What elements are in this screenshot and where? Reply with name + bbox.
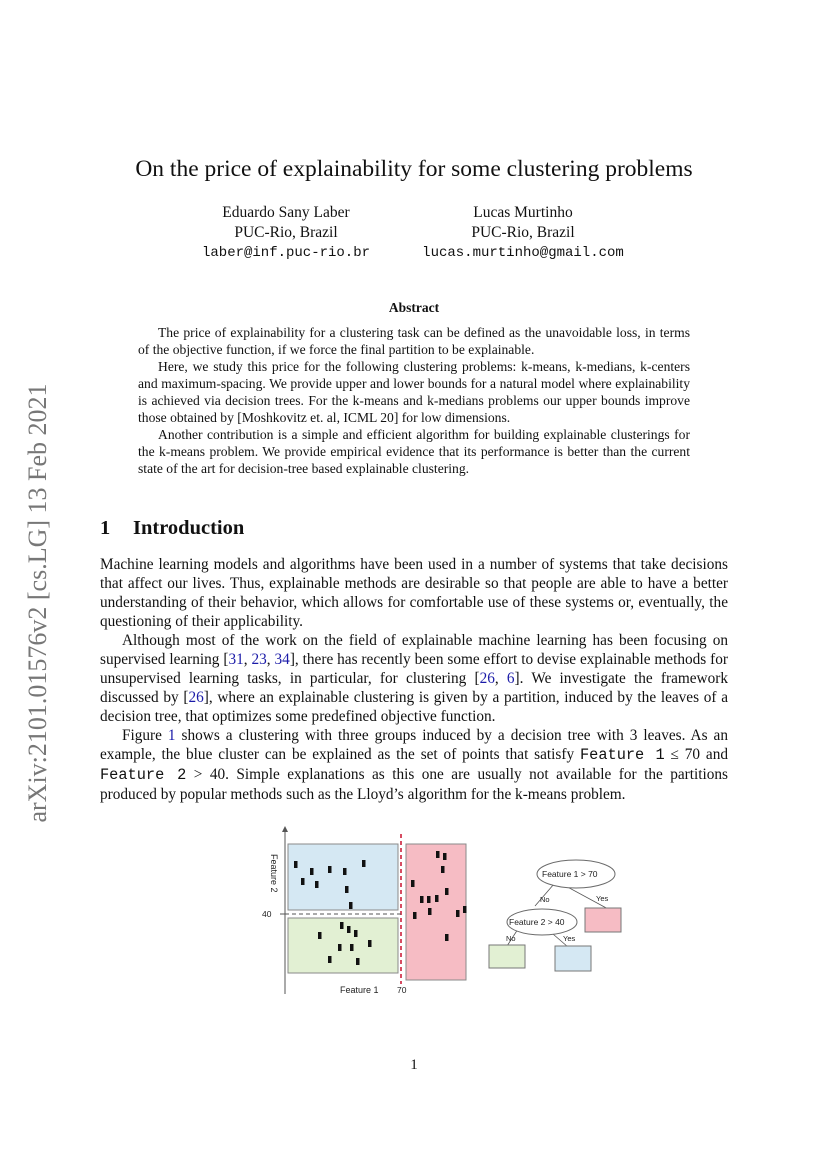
data-point (436, 851, 440, 858)
data-point (428, 908, 432, 915)
text-run: ], there has recently been some effort to devise explainable methods for unsupervised learning tasks, in particular, for clustering [ (100, 651, 728, 687)
code-text: Feature 1 (579, 746, 665, 764)
data-point (411, 880, 415, 887)
author-affiliation: PUC-Rio, Brazil (234, 224, 338, 241)
citation-link[interactable]: 6 (506, 670, 515, 687)
author-name: Lucas Murtinho (473, 204, 573, 221)
data-point (318, 932, 322, 939)
text-run: > 40. Simple explanations as this one are usually not available for the partitions produced by popular methods such as the Lloyd’s algorithm for the k-means problem. (100, 766, 728, 803)
data-point (349, 902, 353, 909)
author-email[interactable]: lucas.murtinho@gmail.com (422, 245, 624, 261)
data-point (354, 930, 358, 937)
section-title: Introduction (133, 517, 245, 539)
arxiv-side-stamp: arXiv:2101.01576v2 [cs.LG] 13 Feb 2021 (23, 383, 52, 823)
text-run: ], where an explainable clustering is given by a partition, induced by the leaves of a decision tree, that optimizes some predefined objective function. (100, 689, 728, 725)
abstract-paragraph: The price of explainability for a clustering task can be defined as the unavoidable loss, in terms of the objective function, if we force the final partition to be explainable. (138, 325, 690, 357)
blue-cluster-region (288, 844, 398, 910)
data-point (328, 866, 332, 873)
data-point (347, 926, 351, 933)
author-affiliation: PUC-Rio, Brazil (471, 224, 575, 241)
page-number: 1 (410, 1057, 418, 1073)
y-axis-label: Feature 2 (269, 854, 279, 893)
y-axis-arrow (282, 826, 288, 832)
text-run: Although most of the work on the field of explainable machine learning has been focusing on supervised learning [ (100, 632, 728, 668)
section-number: 1 (100, 517, 111, 539)
section-heading (100, 517, 244, 540)
code-text: Feature 2 (100, 766, 187, 784)
author-block (408, 203, 638, 263)
data-point (294, 861, 298, 868)
citation-link[interactable]: 34 (274, 651, 290, 668)
data-point (427, 896, 431, 903)
data-point (340, 922, 344, 929)
data-point (368, 940, 372, 947)
intro-paragraph: Although most of the work on the field of explainable machine learning has been focusing on supervised learning [31, 23, 34], there has recently been some effort to devise explainable methods for unsupervised learning tasks, in particular, for clustering [26, 6]. We investigate the framework discussed by [26], where an explainable clustering is given by a partition, induced by the leaves of a decision tree, that optimizes some predefined objective function. (100, 632, 728, 725)
text-run: Figure (122, 727, 168, 744)
data-point (362, 860, 366, 867)
citation-link[interactable]: 26 (479, 670, 495, 687)
data-point (350, 944, 354, 951)
inner-node-label: Feature 2 > 40 (509, 917, 565, 927)
edge-label-yes: Yes (596, 894, 609, 903)
data-point (301, 878, 305, 885)
root-node-label: Feature 1 > 70 (542, 869, 598, 879)
data-point (413, 912, 417, 919)
data-point (441, 866, 445, 873)
data-point (456, 910, 460, 917)
data-point (463, 906, 467, 913)
abstract-body (138, 324, 690, 477)
green-leaf (489, 945, 525, 968)
red-leaf (585, 908, 621, 932)
text-run: shows a clustering with three groups induced by a decision tree with 3 leaves. As an example, the blue cluster can be explained as the set of points that satisfy (100, 727, 728, 763)
abstract-paragraph: Here, we study this price for the following clustering problems: k-means, k-medians, k-centers and maximum-spacing. We provide upper and lower bounds for a natural model where explainability is achieved via decision trees. For the k-means and k-medians problems our upper bounds improve those obtained by [Moshkovitz et. al, ICML 20] for low dimensions. (138, 359, 690, 425)
citation-link[interactable]: 26 (188, 689, 204, 706)
decision-tree (489, 860, 621, 971)
data-point (445, 934, 449, 941)
author-name: Eduardo Sany Laber (222, 204, 350, 221)
abstract-heading: Abstract (388, 300, 440, 315)
citation-link[interactable]: 31 (228, 651, 244, 668)
data-point (435, 895, 439, 902)
intro-paragraph: Machine learning models and algorithms have been used in a number of systems that take decisions that affect our lives. Thus, explainable methods are desirable so that people are able to have a better understanding of their behavior, which allows for comfortable use of these systems or, eventually, the questioning of their applicability. (100, 556, 728, 630)
data-point (315, 881, 319, 888)
intro-paragraph (100, 726, 728, 804)
data-point (338, 944, 342, 951)
data-point (443, 853, 447, 860)
data-point (328, 956, 332, 963)
data-point (310, 868, 314, 875)
data-point (420, 896, 424, 903)
author-block (186, 203, 386, 263)
edge-label-no: No (506, 934, 516, 943)
data-point (356, 958, 360, 965)
abstract-paragraph: Another contribution is a simple and efficient algorithm for building explainable clusterings for the k-means problem. We provide empirical evidence that its performance is better than the current state of the art for decision-tree based explainable clustering. (138, 427, 690, 476)
introduction-body (100, 555, 728, 804)
author-email[interactable]: laber@inf.puc-rio.br (201, 245, 371, 261)
edge-label-yes: Yes (563, 934, 576, 943)
data-point (445, 888, 449, 895)
text-run: ]. We investigate the framework discussed by [ (100, 670, 728, 706)
data-point (345, 886, 349, 893)
figure-link[interactable]: 1 (167, 727, 176, 744)
x-tick-label: 70 (397, 985, 407, 995)
clustering-figure (258, 822, 626, 1002)
y-tick-label: 40 (262, 909, 272, 919)
x-axis-label: Feature 1 (340, 985, 379, 995)
citation-link[interactable]: 23 (251, 651, 267, 668)
edge-label-no: No (540, 895, 550, 904)
blue-leaf (555, 946, 591, 971)
text-run: ≤ 70 and (664, 746, 728, 763)
data-point (343, 868, 347, 875)
paper-title: On the price of explainability for some clustering problems (135, 156, 693, 182)
